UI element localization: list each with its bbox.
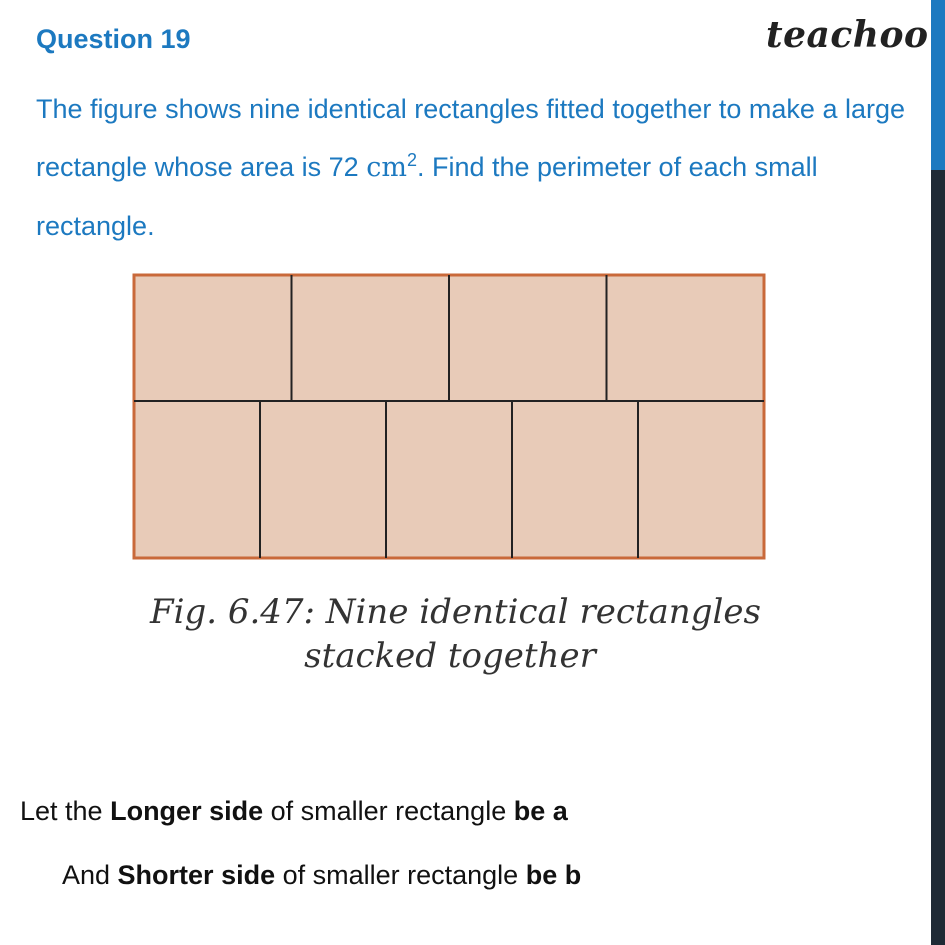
solution-line-2 — [62, 860, 581, 891]
sidebar-accent-blue — [931, 0, 945, 170]
solution-line-1 — [20, 796, 568, 827]
solution-line-1-bold-a: Longer side — [110, 796, 264, 826]
question-text-part2: . Find the perimeter of each small rectangle. — [36, 152, 818, 241]
sidebar-accent-dark — [931, 170, 945, 945]
caption-line-2: stacked together — [304, 636, 596, 676]
caption-line-1: Fig. 6.47: Nine identical rectangles — [150, 592, 761, 632]
solution-line-2-text-b: of smaller rectangle — [275, 860, 526, 890]
solution-line-2-bold-b: be b — [525, 860, 582, 890]
rectangles-figure — [130, 272, 770, 564]
solution-line-1-bold-b: be a — [513, 796, 568, 826]
solution-line-2-text-a: And — [62, 860, 118, 890]
question-text — [36, 80, 916, 255]
brand-logo: teachoo — [766, 14, 929, 56]
solution-line-1-text-a: Let the — [20, 796, 111, 826]
question-title: Question 19 — [36, 24, 191, 54]
question-text-part1: The figure shows nine identical rectangles fitted together to make a large rectangle whose area is 72 — [36, 94, 905, 182]
solution-line-1-text-b: of smaller rectangle — [263, 796, 514, 826]
question-unit-exponent: 2 — [406, 150, 417, 170]
solution-line-2-bold-a: Shorter side — [117, 860, 276, 890]
question-unit: cm — [366, 152, 407, 183]
figure-caption — [150, 590, 761, 678]
